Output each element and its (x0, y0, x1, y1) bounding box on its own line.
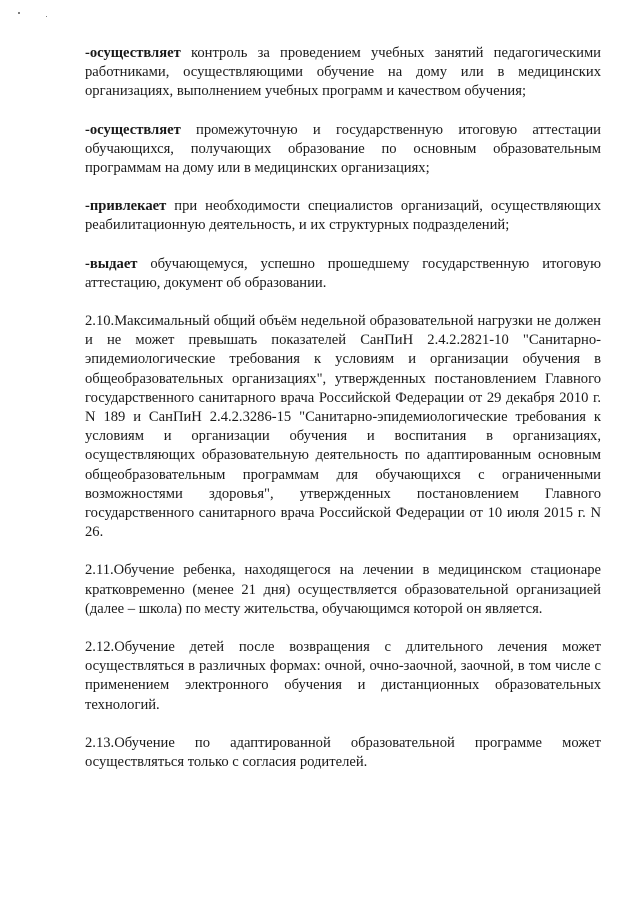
bullet-keyword: -осуществляет (85, 121, 181, 138)
bullet-specialists (85, 197, 601, 235)
bullet-keyword: -привлекает (85, 198, 167, 215)
section-2-10: 2.10.Максимальный общий объём недельной образовательной нагрузки не должен и не может превышать показателей СанПиН 2.4.2.2821-10 "Санитарно-эпидемиологические требования к условиям и организации обучения в общеобразовательных организациях", утвержденных постановлением Главного государственного санитарного врача Российской Федерации от 29 декабря 2010 г. N 189 и СанПиН 2.4.2.3286-15 "Санитарно-эпидемиологические требования к условиям и организации обучения и воспитания в организациях, осуществляющих образовательную деятельность по адаптированным основным общеобразовательным программам для обучающихся с ограниченными возможностями здоровья", утвержденных постановлением Главного государственного санитарного врача Российской Федерации от 10 июля 2015 г. N 26. (85, 313, 601, 541)
bullet-text: при необходимости специалистов организаций, осуществляющих реабилитационную деятельность, и их структурных подразделений; (85, 198, 601, 234)
bullet-text: контроль за проведением учебных занятий педагогическими работниками, осуществляющими обучение на дому или в медицинских организациях, выполнением учебных программ и качеством обучения; (85, 45, 601, 100)
bullet-text: обучающемуся, успешно прошедшему государственную итоговую аттестацию, документ об образовании. (85, 255, 601, 291)
bullet-document (85, 255, 601, 293)
scan-speck (18, 12, 20, 14)
bullet-keyword: -выдает (85, 255, 138, 272)
bullet-keyword: -осуществляет (85, 45, 181, 61)
scan-speck (46, 16, 47, 17)
bullet-attestation (85, 121, 601, 179)
bullet-text: промежуточную и государственную итоговую аттестации обучающихся, получающих образование по основным образовательным программам на дому или в медицинских организациях; (85, 121, 601, 177)
section-2-12: 2.12.Обучение детей после возвращения с длительного лечения может осуществляться в различных формах: очной, очно-заочной, заочной, в том числе с применением электронного обучения и дистанционных образовательных технологий. (85, 639, 601, 713)
bullet-control (85, 44, 601, 102)
section-2-13: 2.13.Обучение по адаптированной образовательной программе может осуществляться только с согласия родителей. (85, 734, 601, 771)
section-2-11: 2.11.Обучение ребенка, находящегося на лечении в медицинском стационаре кратковременно (менее 21 дня) осуществляется образовательной организацией (далее – школа) по месту жительства, обучающимся которой он является. (85, 562, 601, 617)
document-page (85, 44, 601, 791)
